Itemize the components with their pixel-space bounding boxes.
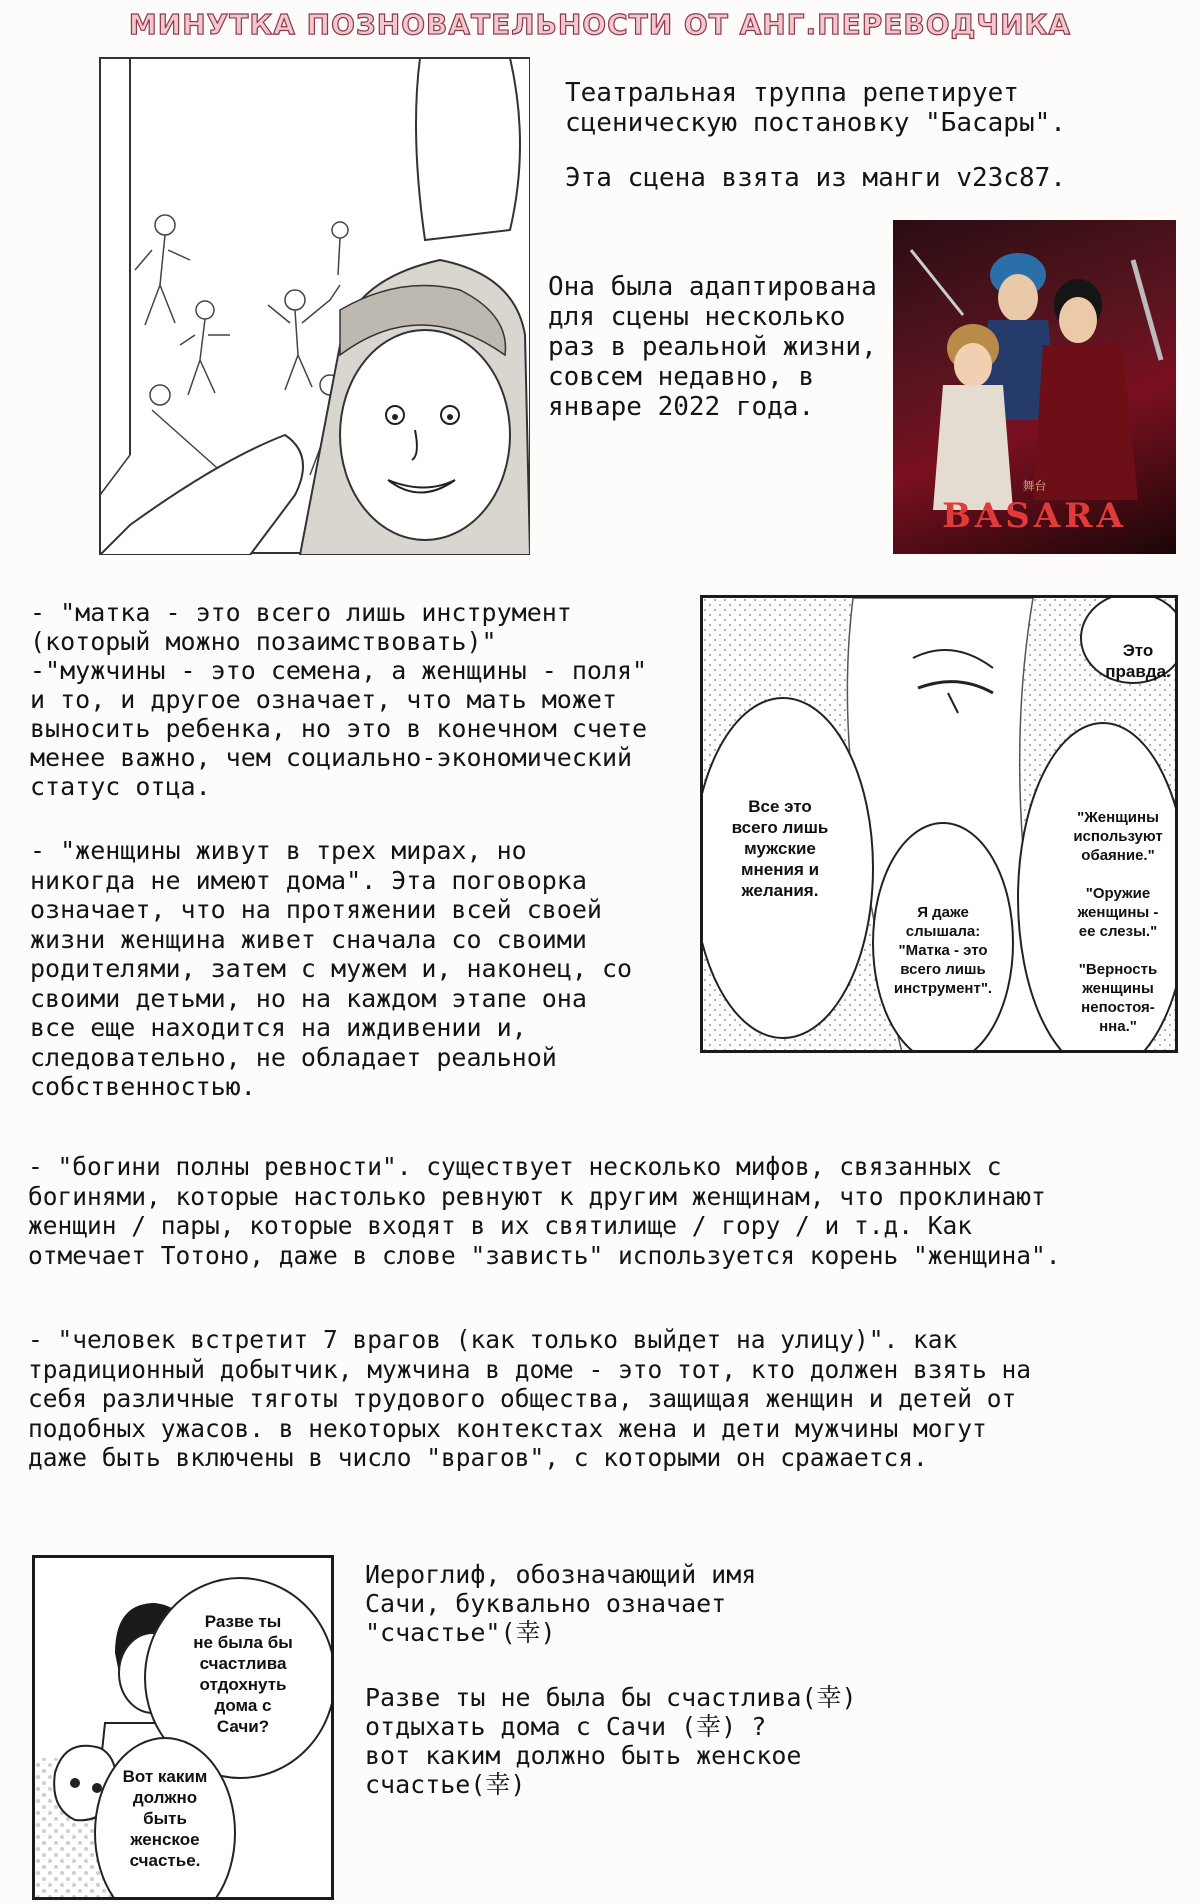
poster-title: BASARA	[942, 496, 1127, 536]
page-title: МИНУТКА ПОЗНОВАТЕЛЬНОСТИ ОТ АНГ.ПЕРЕВОДЧИКА	[128, 8, 1072, 41]
manga-panel-rehearsal	[40, 55, 530, 555]
note-jealous-goddesses: - "богини полны ревности". существует несколько мифов, связанных с богинями, которые настолько ревнуют к другим женщинам, что проклинают женщин / пары, которые входят в их святилище / гору / и т.д. Как отмечает Тотоно, даже в слове "зависть" используется корень "женщина".	[28, 1152, 1061, 1270]
note-seven-enemies: - "человек встретит 7 врагов (как только выйдет на улицу)". как традиционный добытчик, мужчина в доме - это тот, кто должен взять на себя различные тяготы трудового общества, защищая женщин и детей от подобных ужасов. в некоторых контекстах жена и дети мужчины могут даже быть включены в число "врагов", с которыми он сражается.	[28, 1325, 1032, 1472]
bubble-womens-happiness: Вот каким должно быть женское счастье.	[122, 1767, 208, 1870]
rehearsal-illustration	[40, 55, 530, 555]
bubble-this-is-true: Это правда.	[1105, 641, 1171, 681]
bubble-i-even-heard: Я даже слышала: "Матка - это всего лишь инструмент".	[893, 904, 993, 997]
bubble-women-sayings: "Женщины используют обаяние." "Оружие женщины - ее слезы." "Верность женщины непостоя- нна."	[1073, 809, 1163, 1035]
intro-paragraph-1: Театральная труппа репетирует сценическую постановку "Басары".	[565, 78, 1066, 138]
note-womb-instrument: - "матка - это всего лишь инструмент (который можно позаимствовать)" -"мужчины - это семена, а женщины - поля" и то, и другое означает, что мать может выносить ребенка, но это в конечном счете менее важно, чем социально-экономический статус отца.	[30, 598, 648, 801]
manga-panel-sachi	[32, 1555, 334, 1900]
manga-panel-opinions	[700, 595, 1178, 1053]
intro-paragraph-2: Эта сцена взята из манги v23c87.	[565, 163, 1066, 193]
sachi-paragraph-1: Иероглиф, обозначающий имя Сачи, буквально означает "счастье"(幸)	[365, 1560, 757, 1647]
bubble-wouldnt-you-be-happy: Разве ты не была бы счастлива отдохнуть дома с Сачи?	[193, 1612, 293, 1736]
intro-paragraph-3: Она была адаптирована для сцены несколько раз в реальной жизни, совсем недавно, в январе 2022 года.	[548, 272, 877, 422]
basara-stage-poster	[893, 220, 1176, 554]
sachi-paragraph-2: Разве ты не была бы счастлива(幸) отдыхать дома с Сачи (幸) ? вот каким должно быть женское счастье(幸)	[365, 1683, 857, 1799]
bubble-male-opinions: Все это всего лишь мужские мнения и желания.	[731, 797, 829, 900]
poster-subtitle: 舞台	[1022, 479, 1047, 493]
note-three-worlds: - "женщины живут в трех мирах, но никогда не имеют дома". Эта поговорка означает, что на протяжении всей своей жизни женщина живет сначала со своими родителями, затем с мужем и, наконец, со своими детьми, но на каждом этапе она все еще находится на иждивении и, следовательно, не обладает реальной собственностью.	[30, 836, 633, 1101]
